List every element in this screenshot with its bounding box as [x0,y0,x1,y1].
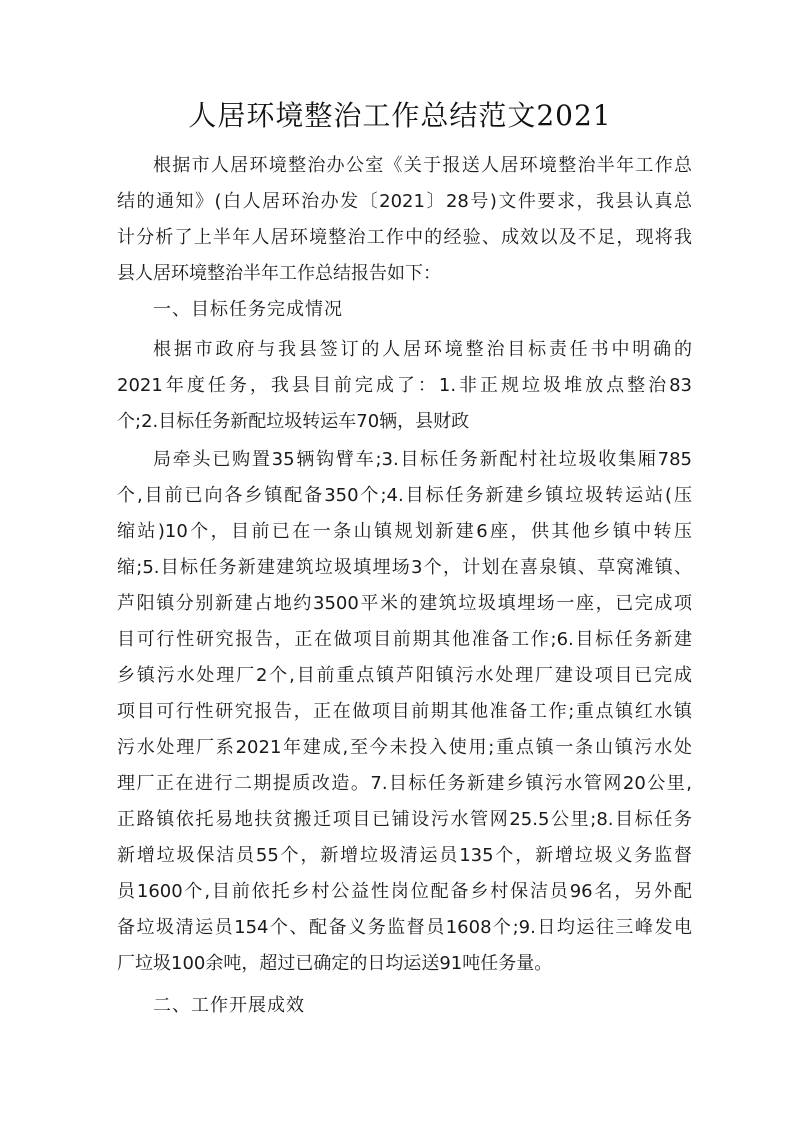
paragraph-line: 员1600个,目前依托乡村公益性岗位配备乡村保洁员96名，另外配 [117,881,692,902]
paragraph-line: 县人居环境整治半年工作总结报告如下： [117,263,441,284]
paragraph-line: 根据市人居环境整治办公室《关于报送人居环境整治半年工作总 [153,155,692,176]
section-heading: 一、目标任务完成情况 [153,299,343,320]
document-title: 人居环境整治工作总结范文2021 [188,99,612,132]
paragraph-line: 目可行性研究报告，正在做项目前期其他准备工作;6.目标任务新建 [117,629,692,650]
paragraph-line: 正路镇依托易地扶贫搬迁项目已铺设污水管网25.5公里;8.目标任务 [117,809,692,830]
paragraph-line: 局牵头已购置35辆钩臂车;3.目标任务新配村社垃圾收集厢785 [153,449,692,470]
paragraph-line: 乡镇污水处理厂2个,目前重点镇芦阳镇污水处理厂建设项目已完成 [117,665,692,686]
paragraph-line: 个;2.目标任务新配垃圾转运车70辆，县财政 [117,411,470,432]
paragraph-line: 项目可行性研究报告，正在做项目前期其他准备工作;重点镇红水镇 [117,701,692,722]
paragraph-line: 结的通知》(白人居环治办发〔2021〕28号)文件要求，我县认真总 [117,191,692,212]
paragraph-line: 新增垃圾保洁员55个，新增垃圾清运员135个，新增垃圾义务监督 [117,845,692,866]
paragraph-line: 个,目前已向各乡镇配备350个;4.目标任务新建乡镇垃圾转运站(压 [117,485,692,506]
section-heading: 二、工作开展成效 [153,995,305,1016]
paragraph-line: 计分析了上半年人居环境整治工作中的经验、成效以及不足，现将我 [117,227,692,248]
paragraph-line: 厂垃圾100余吨，超过已确定的日均运送91吨任务量。 [117,953,553,974]
paragraph-line: 缩站)10个，目前已在一条山镇规划新建6座，供其他乡镇中转压 [117,521,692,542]
paragraph-line: 2021年度任务，我县目前完成了：1.非正规垃圾堆放点整治83 [117,375,692,396]
paragraph-line: 理厂正在进行二期提质改造。7.目标任务新建乡镇污水管网20公里, [117,773,693,794]
paragraph-line: 缩;5.目标任务新建建筑垃圾填埋场3个，计划在喜泉镇、草窝滩镇、 [117,557,692,578]
paragraph-line: 根据市政府与我县签订的人居环境整治目标责任书中明确的 [153,339,692,360]
paragraph-line: 芦阳镇分别新建占地约3500平米的建筑垃圾填埋场一座，已完成项 [117,593,692,614]
paragraph-line: 备垃圾清运员154个、配备义务监督员1608个;9.日均运往三峰发电 [117,917,692,938]
paragraph-line: 污水处理厂系2021年建成,至今未投入使用;重点镇一条山镇污水处 [117,737,692,758]
